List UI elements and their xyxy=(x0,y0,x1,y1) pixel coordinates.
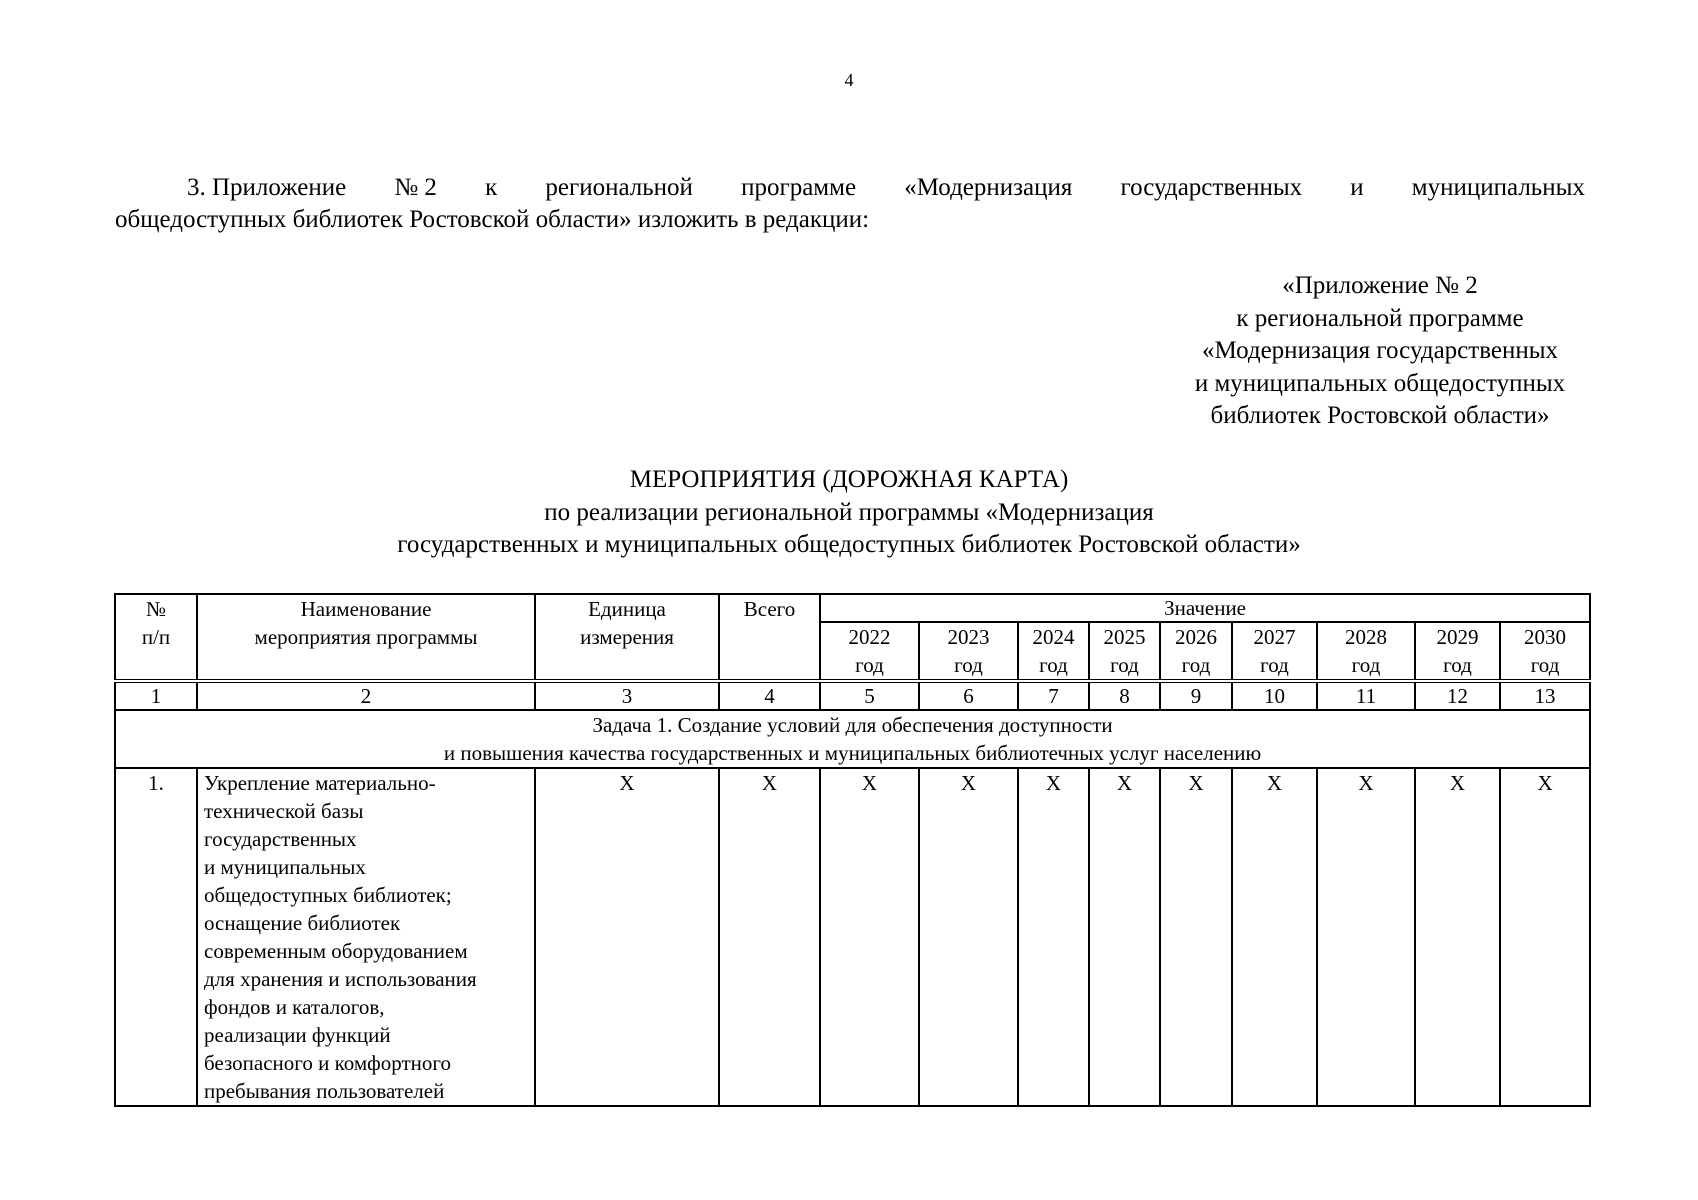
header-total xyxy=(719,594,820,681)
header-text: п/п xyxy=(141,625,171,649)
row-value: X xyxy=(919,768,1018,1106)
column-number: 13 xyxy=(1500,681,1590,710)
header-name xyxy=(197,594,535,681)
year-suffix: год xyxy=(1181,653,1211,677)
year-label: 2027 xyxy=(1253,625,1296,649)
page-number: 4 xyxy=(844,70,854,90)
task-heading xyxy=(115,710,1590,768)
row-value: X xyxy=(1415,768,1500,1106)
column-number: 1 xyxy=(115,681,197,710)
row-value: X xyxy=(1232,768,1317,1106)
header-text: Наименование xyxy=(300,597,432,621)
year-suffix: год xyxy=(954,653,983,677)
header-num xyxy=(115,594,197,681)
column-number: 10 xyxy=(1232,681,1317,710)
header-row xyxy=(115,594,1590,622)
intro-word: и xyxy=(1350,174,1364,201)
row-value: X xyxy=(1018,768,1089,1106)
year-suffix: год xyxy=(1039,653,1068,677)
appendix-line: «Приложение № 2 xyxy=(1282,272,1478,299)
column-number: 3 xyxy=(535,681,719,710)
row-value: X xyxy=(1317,768,1415,1106)
row-value: X xyxy=(1160,768,1232,1106)
column-number: 9 xyxy=(1160,681,1232,710)
activity-line: государственных xyxy=(204,827,357,851)
header-text: № xyxy=(145,597,167,621)
header-text: измерения xyxy=(580,625,674,649)
activity-line: современным оборудованием xyxy=(204,939,468,963)
year-suffix: год xyxy=(1110,653,1139,677)
header-year xyxy=(1018,622,1089,681)
intro-line-2: общедоступных библиотек Ростовской области» изложить в редакции: xyxy=(115,206,870,233)
header-year xyxy=(820,622,919,681)
row-value: X xyxy=(820,768,919,1106)
table-row xyxy=(115,768,1590,1106)
header-year xyxy=(919,622,1018,681)
column-number-row xyxy=(115,681,1590,710)
appendix-line: «Модернизация государственных xyxy=(1201,337,1559,364)
task-line: и повышения качества государственных и муниципальных библиотечных услуг населению xyxy=(443,741,1262,765)
activity-line: реализации функций xyxy=(204,1023,391,1047)
header-year xyxy=(1500,622,1590,681)
row-number: 1. xyxy=(115,768,197,1106)
year-label: 2030 xyxy=(1524,625,1567,649)
header-unit xyxy=(535,594,719,681)
year-suffix: год xyxy=(855,653,884,677)
activity-line: безопасного и комфортного xyxy=(204,1051,451,1075)
intro-paragraph xyxy=(115,172,1585,236)
activity-line: оснащение библиотек xyxy=(204,911,401,935)
column-number: 5 xyxy=(820,681,919,710)
header-text: Единица xyxy=(588,597,666,621)
year-label: 2025 xyxy=(1103,625,1146,649)
column-number: 7 xyxy=(1018,681,1089,710)
header-year xyxy=(1160,622,1232,681)
roadmap-table xyxy=(114,593,1591,1107)
document-title xyxy=(0,464,1698,562)
intro-word: муниципальных xyxy=(1411,174,1585,201)
header-text: Значение xyxy=(1164,596,1246,620)
appendix-line: к региональной программе xyxy=(1236,304,1524,332)
year-label: 2028 xyxy=(1345,625,1387,649)
appendix-reference xyxy=(1100,270,1660,433)
activity-line: для хранения и использования xyxy=(204,967,477,991)
appendix-line: и муниципальных общедоступных xyxy=(1194,369,1566,397)
intro-line-1 xyxy=(115,172,1585,204)
appendix-line: библиотек Ростовской области» xyxy=(1210,402,1550,429)
intro-word: государственных xyxy=(1120,174,1303,201)
row-value: X xyxy=(1500,768,1590,1106)
column-number: 2 xyxy=(197,681,535,710)
year-suffix: год xyxy=(1530,653,1560,677)
row-value: X xyxy=(719,768,820,1106)
intro-word: № 2 xyxy=(394,174,437,201)
activity-line: Укрепление материально- xyxy=(204,771,436,795)
activity-line: пребывания пользователей xyxy=(204,1079,445,1103)
column-number: 8 xyxy=(1089,681,1160,710)
year-label: 2024 xyxy=(1032,625,1075,649)
intro-word: программе xyxy=(741,174,857,201)
column-number: 6 xyxy=(919,681,1018,710)
intro-word: региональной xyxy=(545,174,693,201)
column-number: 4 xyxy=(719,681,820,710)
header-text: мероприятия программы xyxy=(254,625,478,649)
header-year xyxy=(1232,622,1317,681)
year-label: 2023 xyxy=(947,625,990,649)
year-label: 2022 xyxy=(848,625,891,649)
activity-line: технической базы xyxy=(204,799,364,823)
title-line: государственных и муниципальных общедоступных библиотек Ростовской области» xyxy=(397,531,1301,558)
title-line: по реализации региональной программы «Модернизация xyxy=(544,498,1154,526)
column-number: 12 xyxy=(1415,681,1500,710)
header-year xyxy=(1415,622,1500,681)
activity-line: общедоступных библиотек; xyxy=(204,883,452,907)
task-line: Задача 1. Создание условий для обеспечения доступности xyxy=(592,713,1113,737)
activity-line: и муниципальных xyxy=(204,855,366,879)
header-year xyxy=(1317,622,1415,681)
row-activity-name xyxy=(197,768,535,1106)
title-line: МЕРОПРИЯТИЯ (ДОРОЖНАЯ КАРТА) xyxy=(629,466,1069,493)
header-year xyxy=(1089,622,1160,681)
intro-word: 3. Приложение xyxy=(187,174,347,201)
row-value: X xyxy=(535,768,719,1106)
year-suffix: год xyxy=(1260,653,1289,677)
row-value: X xyxy=(1089,768,1160,1106)
year-label: 2029 xyxy=(1436,625,1479,649)
task-row xyxy=(115,710,1590,768)
intro-word: «Модернизация xyxy=(904,174,1073,201)
intro-word: к xyxy=(485,174,498,201)
year-suffix: год xyxy=(1443,653,1472,677)
column-number: 11 xyxy=(1317,681,1415,710)
year-label: 2026 xyxy=(1175,625,1217,649)
activity-line: фондов и каталогов, xyxy=(204,995,385,1019)
header-value xyxy=(820,594,1590,622)
header-text: Всего xyxy=(743,597,796,621)
year-suffix: год xyxy=(1351,653,1381,677)
